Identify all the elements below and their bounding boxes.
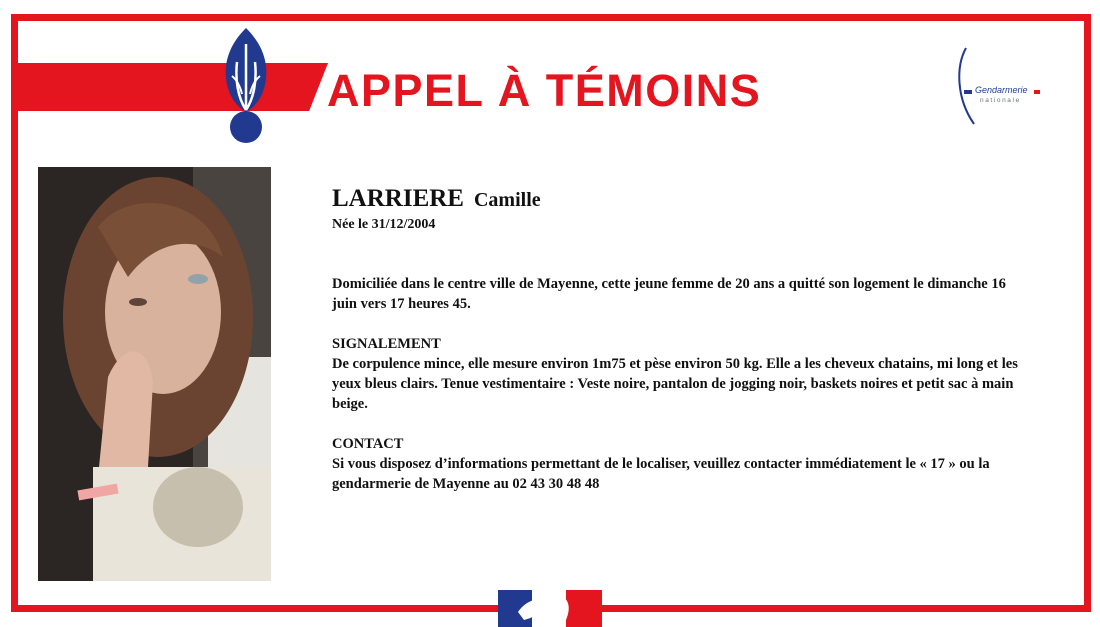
person-last-name: LARRIERE — [332, 185, 464, 212]
person-birth-date: Née le 31/12/2004 — [332, 217, 436, 232]
agency-subtitle: nationale — [980, 97, 1021, 104]
description-text: De corpulence mince, elle mesure environ 1m75 et pèse environ 50 kg. Elle a les cheveux chatains, mi long et les yeux bleus clairs. Tenue vestimentaire : Veste noire, pantalon de jogging noir, baskets noires et petit sac à main beige. — [332, 356, 1018, 412]
gendarmerie-grenade-icon — [212, 24, 280, 144]
notice-content — [332, 183, 1022, 494]
missing-person-photo — [38, 167, 271, 581]
description-heading: SIGNALEMENT — [332, 336, 441, 352]
contact-text: Si vous disposez d’informations permettant de le localiser, veuillez contacter immédiatement le « 17 » ou la gendarmerie de Mayenne au 02 43 30 48 48 — [332, 456, 990, 492]
banner-title: APPEL À TÉMOINS — [327, 65, 762, 116]
republique-francaise-logo — [498, 590, 602, 627]
contact-heading: CONTACT — [332, 436, 404, 452]
banner-band — [14, 63, 328, 111]
disappearance-text: Domiciliée dans le centre ville de Mayenne, cette jeune femme de 20 ans a quitté son logement le dimanche 16 juin vers 17 heures 45. — [332, 276, 1006, 312]
agency-name: Gendarmerie — [975, 85, 1028, 95]
person-first-name: Camille — [473, 189, 541, 211]
gendarmerie-nationale-logo — [950, 42, 1060, 130]
marianne-icon — [498, 590, 602, 627]
person-name — [332, 183, 1022, 216]
